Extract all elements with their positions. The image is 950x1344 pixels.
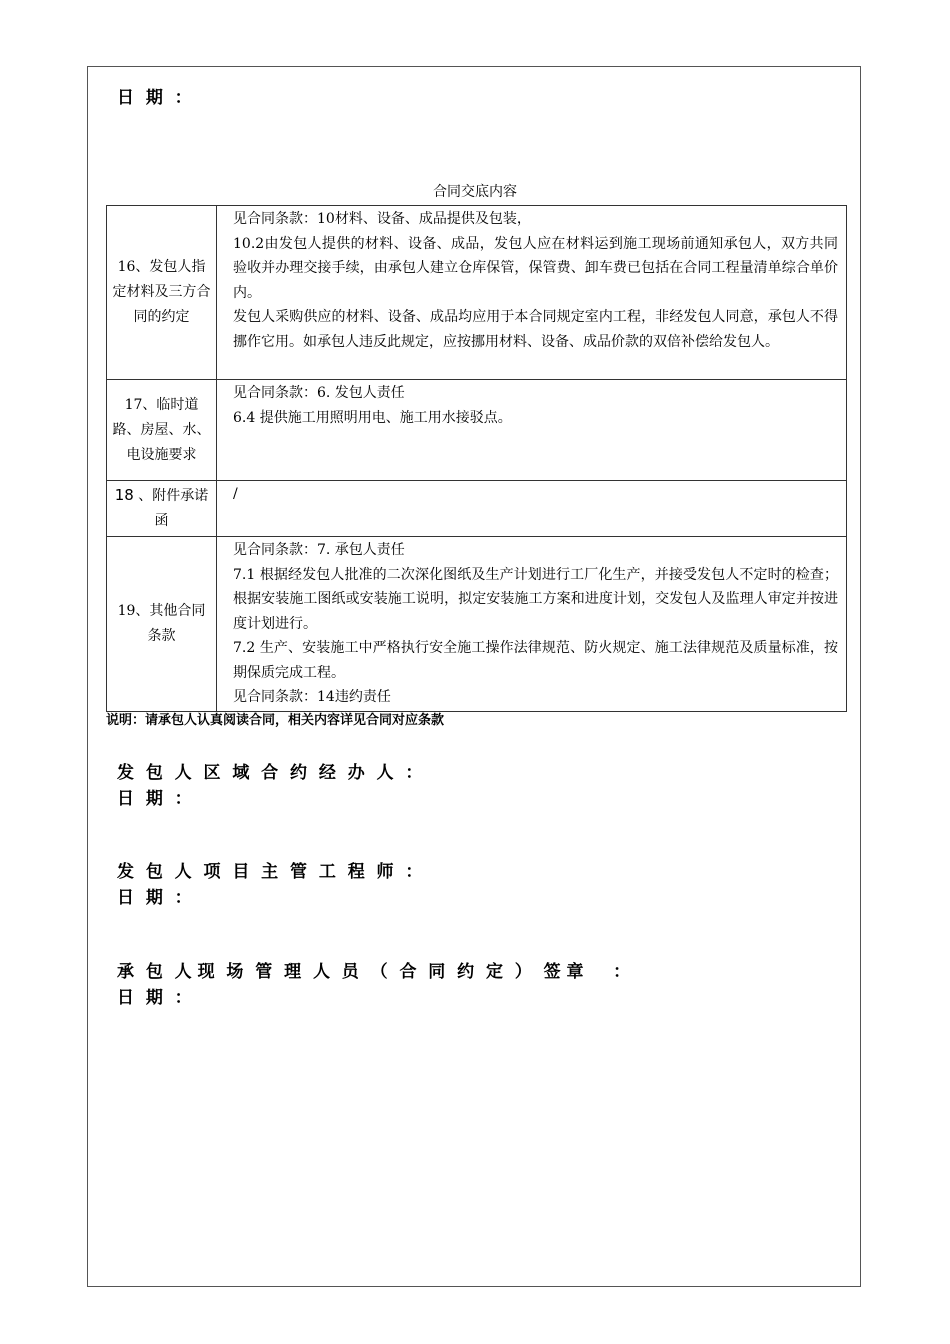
content-line: 10.2由发包人提供的材料、设备、成品，发包人应在材料运到施工现场前通知承包人，双方共同验收并办理交接手续，由承包人建立仓库保管，保管费、卸车费已包括在合同工程量清单综合单价内。 [233, 235, 838, 301]
content-line: / [233, 486, 238, 502]
row-label [107, 481, 217, 537]
row-content [217, 206, 847, 380]
content-line: 见合同条款：14违约责任 [233, 689, 391, 705]
table-row [107, 206, 847, 380]
signature-date: 日 期 ： [117, 988, 192, 1008]
signature-title: 发 包 人 区 域 合 约 经 办 人 ： [117, 763, 423, 783]
contract-table [106, 205, 847, 712]
signature-title: 发 包 人 项 目 主 管 工 程 师 ： [117, 862, 423, 882]
row-label: 19、其他合同条款 [107, 537, 217, 712]
content-line: 7.1 根据经发包人批准的二次深化图纸及生产计划进行工厂化生产，并接受发包人不定时的检查；根据安装施工图纸或安装施工说明，拟定安装施工方案和进度计划，交发包人及监理人审定并按进度计划进行。 [233, 566, 838, 632]
signature-title: 承 包 人 现 场 管 理 人 员 （ 合 同 约 定 ） 签 章 ： [117, 962, 631, 982]
content-line: 7.2 生产、安装施工中严格执行安全施工操作法律规范、防火规定、施工法律规范及质量标准，按期保质完成工程。 [233, 640, 838, 681]
content-line: 发包人采购供应的材料、设备、成品均应用于本合同规定室内工程，非经发包人同意，承包人不得挪作它用。如承包人违反此规定，应按挪用材料、设备、成品价款的双倍补偿给发包人。 [233, 309, 838, 350]
row-label-text: 、附件承诺函 [133, 488, 209, 529]
table-row [107, 537, 847, 712]
row-label-number: 18 [114, 486, 134, 504]
table-row [107, 380, 847, 481]
table-row [107, 481, 847, 537]
row-content [217, 537, 847, 712]
content-line: 见合同条款：10材料、设备、成品提供及包装， [233, 211, 531, 227]
row-content [217, 481, 847, 537]
top-date-label: 日 期 ： [117, 88, 192, 108]
content-line: 见合同条款：7. 承包人责任 [233, 542, 405, 558]
row-label: 16、发包人指定材料及三方合同的约定 [107, 206, 217, 380]
note-text: 说明：请承包人认真阅读合同，相关内容详见合同对应条款 [106, 713, 445, 728]
row-content [217, 380, 847, 481]
row-label: 17、临时道路、房屋、水、电设施要求 [107, 380, 217, 481]
content-line: 6.4 提供施工用照明用电、施工用水接驳点。 [233, 409, 512, 426]
signature-date: 日 期 ： [117, 789, 192, 809]
content-line: 见合同条款：6. 发包人责任 [233, 385, 405, 401]
section-title: 合同交底内容 [433, 184, 517, 200]
signature-date: 日 期 ： [117, 888, 192, 908]
